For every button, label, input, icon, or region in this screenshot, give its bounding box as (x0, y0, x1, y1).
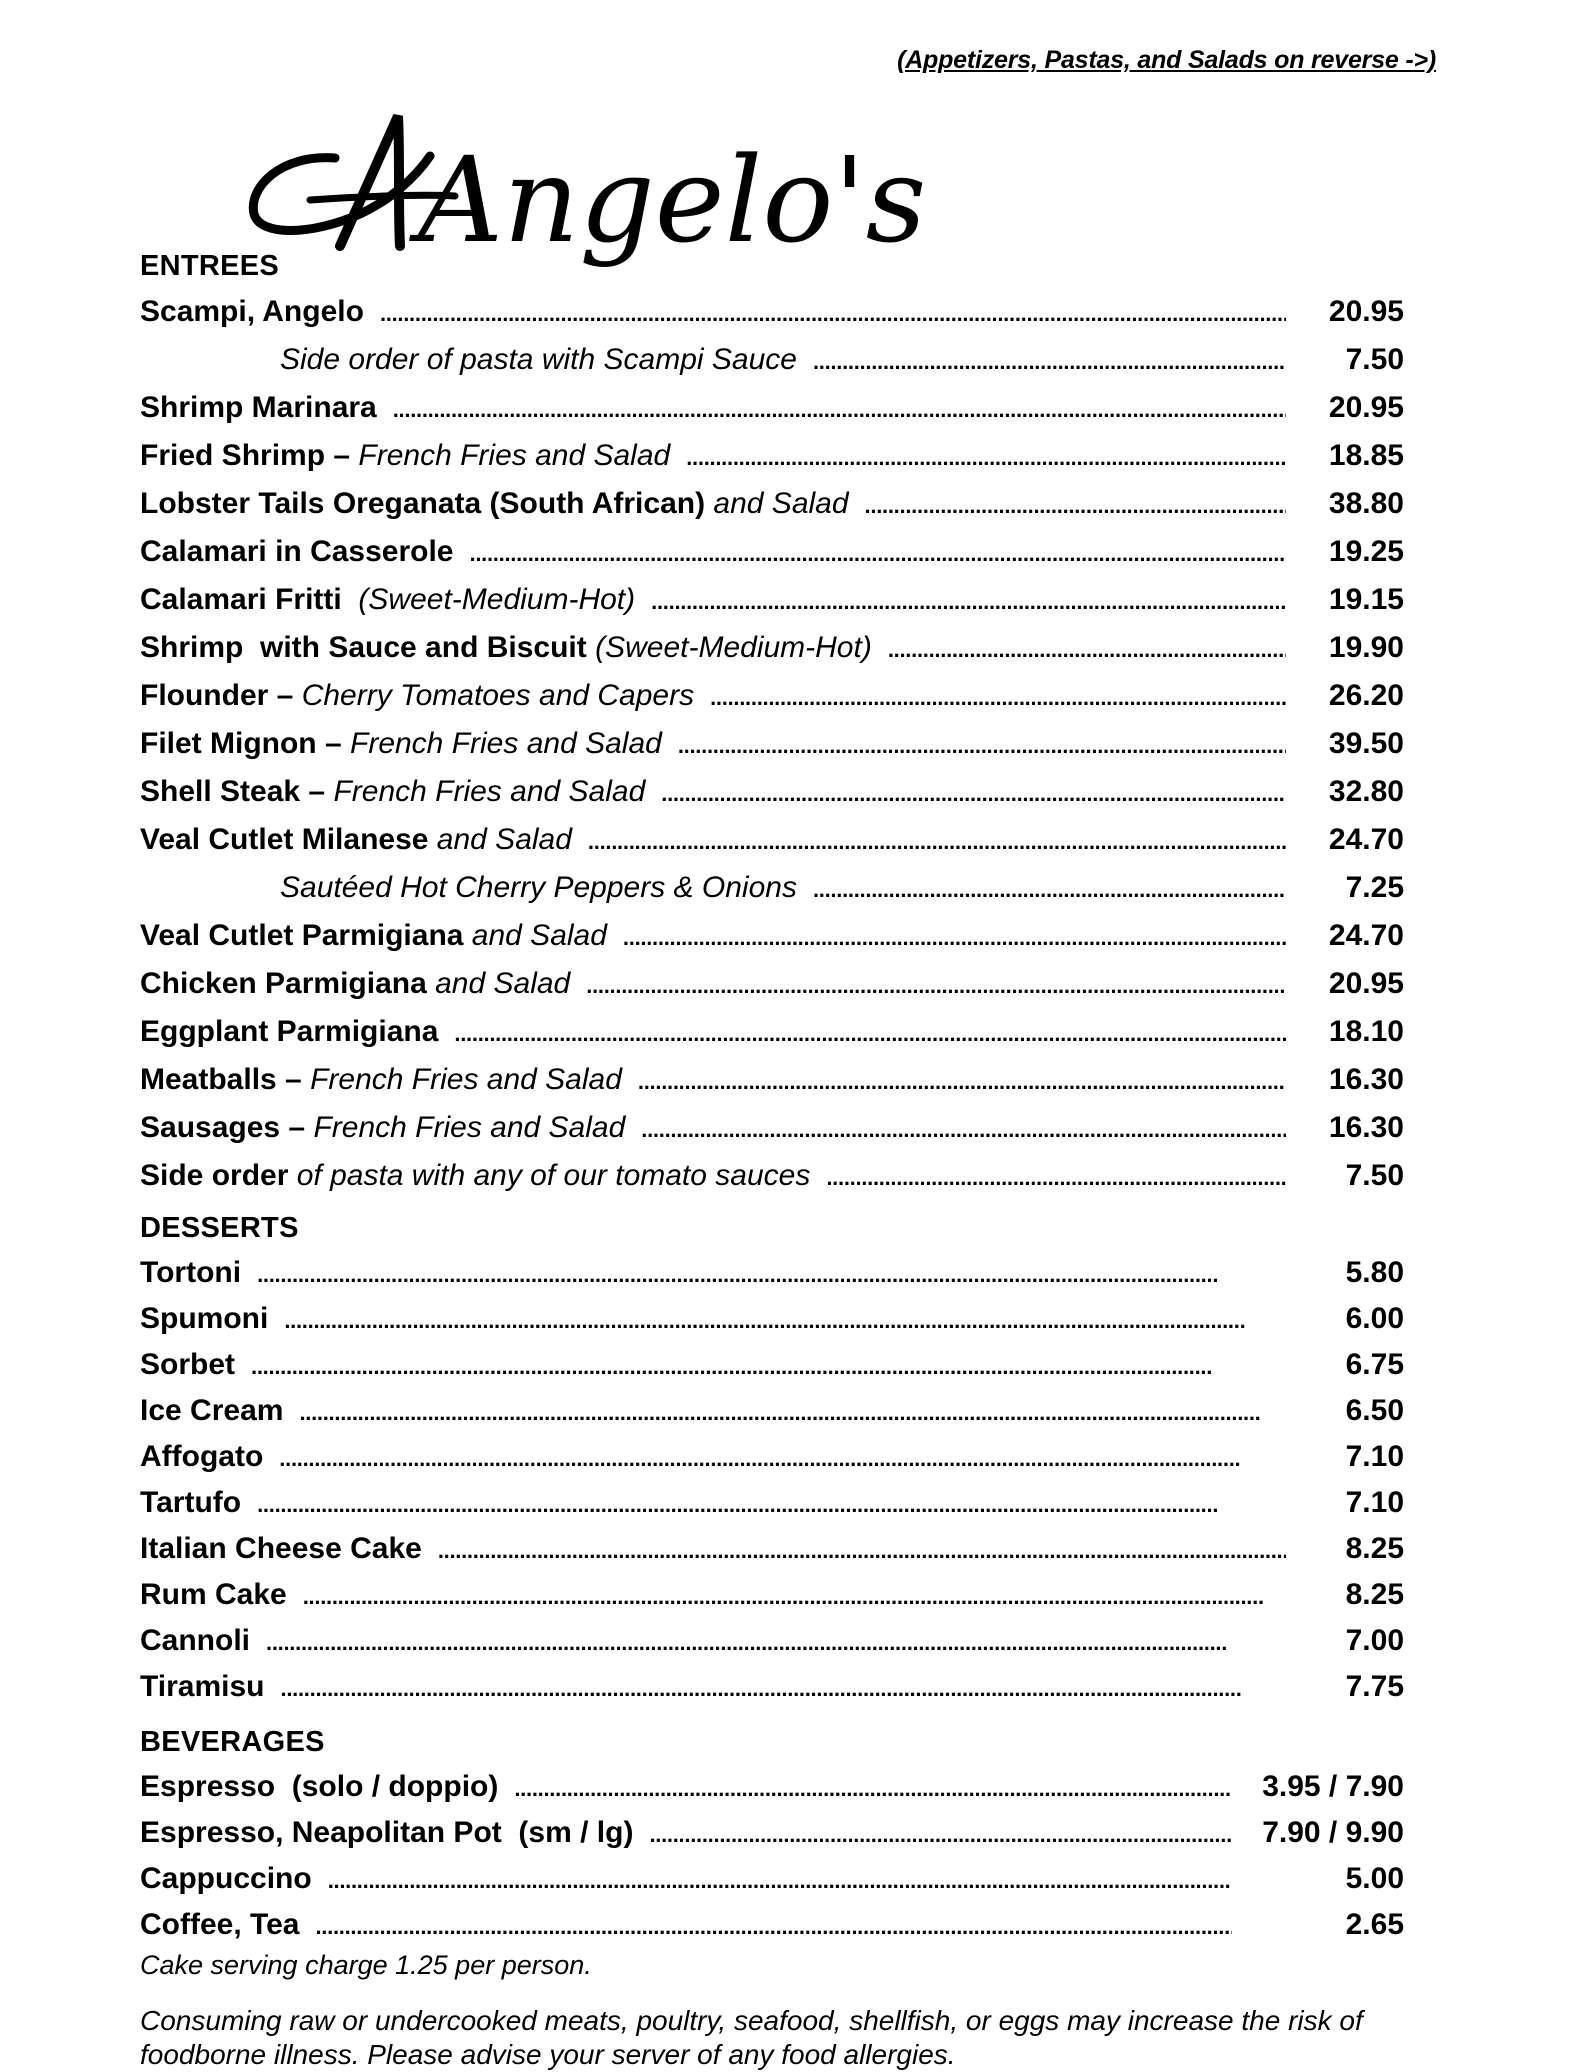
entree-item-description: French Fries and Salad (358, 439, 671, 472)
entree-item-description: French Fries and Salad (350, 727, 662, 760)
entree-item-price: 19.15 (1328, 583, 1404, 616)
entree-item-description: Side order of pasta with Scampi Sauce (280, 343, 797, 376)
dessert-item-name: Cannoli (140, 1624, 250, 1657)
entree-item-separator: – (268, 679, 302, 712)
dessert-item-price: 8.25 (1345, 1532, 1404, 1565)
entree-item (140, 1008, 1404, 1056)
entree-item-price: 20.95 (1328, 391, 1404, 424)
dessert-item-name: Ice Cream (140, 1394, 284, 1427)
dot-leader (813, 866, 1286, 914)
entree-item (140, 1152, 1404, 1200)
entree-item-price: 7.50 (1345, 343, 1404, 376)
entree-item-price: 16.30 (1328, 1111, 1404, 1144)
reverse-side-note: (Appetizers, Pastas, and Salads on reverse ->) (897, 46, 1436, 74)
entree-item-price: 32.80 (1328, 775, 1404, 808)
dessert-item-price: 8.25 (1345, 1578, 1404, 1611)
beverage-item-label (140, 1764, 498, 1810)
beverage-item (140, 1764, 1404, 1810)
entree-item-price: 20.95 (1328, 295, 1404, 328)
beverages-list (140, 1764, 1404, 1948)
dot-leader (281, 1666, 1287, 1712)
entrees-title: ENTREES (140, 250, 280, 282)
dot-leader (266, 1620, 1286, 1666)
entree-item-separator (587, 624, 595, 672)
entree-item-price: 7.25 (1345, 871, 1404, 904)
beverage-item-name: Espresso, Neapolitan Pot (sm / lg) (140, 1816, 634, 1849)
entree-item (140, 528, 1404, 576)
beverage-item-name: Coffee, Tea (140, 1908, 300, 1941)
entree-item-label (140, 816, 572, 864)
dessert-item-label (140, 1434, 263, 1480)
dot-leader (649, 1812, 1232, 1858)
entree-item (140, 912, 1404, 960)
entree-item-separator: – (300, 775, 334, 808)
dot-leader (328, 1858, 1232, 1904)
entree-item-separator (288, 1152, 296, 1200)
logo-wordmark: Angelo's (418, 131, 927, 269)
beverage-item-price: 2.65 (1345, 1908, 1404, 1941)
dessert-item-name: Sorbet (140, 1348, 236, 1381)
dot-leader (813, 338, 1286, 386)
dessert-item-label (140, 1572, 287, 1618)
desserts-title: DESSERTS (140, 1212, 299, 1244)
entree-item (140, 336, 1404, 384)
entrees-list (140, 288, 1404, 1200)
entree-item-label (140, 1008, 438, 1056)
dot-leader (393, 386, 1286, 434)
dot-leader (865, 482, 1286, 530)
dot-leader (661, 770, 1286, 818)
dessert-item-name: Affogato (140, 1440, 264, 1473)
entree-item-label (140, 624, 872, 672)
dessert-item-name: Tortoni (140, 1256, 242, 1289)
entree-item-label (140, 864, 797, 912)
dot-leader (623, 914, 1286, 962)
entree-item-name: Scampi, Angelo (140, 295, 364, 328)
beverage-item (140, 1810, 1404, 1856)
entree-item-price: 26.20 (1328, 679, 1404, 712)
entree-item-description: French Fries and Salad (310, 1063, 622, 1096)
entree-item-label (140, 672, 694, 720)
dessert-item-price: 6.00 (1345, 1302, 1404, 1335)
entree-item (140, 672, 1404, 720)
entree-item-separator (342, 576, 359, 624)
dot-leader (438, 1528, 1286, 1574)
dessert-item-price: 7.10 (1345, 1486, 1404, 1519)
food-safety-disclaimer: Consuming raw or undercooked meats, poultry, seafood, shellfish, or eggs may increase the risk of foodborne illness. Please advise your server of any food allergies. (140, 2005, 1363, 2070)
dot-leader (678, 722, 1286, 770)
entree-item (140, 480, 1404, 528)
dot-leader (586, 962, 1286, 1010)
dessert-item-price: 7.10 (1345, 1440, 1404, 1473)
dot-leader (315, 1904, 1232, 1950)
entree-item (140, 816, 1404, 864)
entree-item-description: French Fries and Salad (313, 1111, 626, 1144)
entree-item-description: and Salad (471, 919, 607, 952)
entree-item (140, 384, 1404, 432)
entree-item-label (140, 720, 662, 768)
entree-item (140, 960, 1404, 1008)
entree-item-label (140, 288, 364, 336)
dot-leader (454, 1010, 1286, 1058)
entree-item-separator: – (316, 727, 350, 760)
entree-item-label (140, 432, 670, 480)
entree-item-name: Calamari in Casserole (140, 535, 454, 568)
entree-item-price: 7.50 (1345, 1159, 1404, 1192)
entree-item-name: Veal Cutlet Milanese (140, 823, 429, 856)
entree-item-price: 24.70 (1328, 919, 1404, 952)
entree-item-price: 20.95 (1328, 967, 1404, 1000)
entree-item-description: (Sweet-Medium-Hot) (358, 583, 636, 616)
dessert-item-price: 5.80 (1345, 1256, 1404, 1289)
entree-item-name: Veal Cutlet Parmigiana (140, 919, 464, 952)
entree-item-name: Chicken Parmigiana (140, 967, 427, 1000)
dot-leader (279, 1436, 1286, 1482)
entree-item-name: Flounder (140, 679, 269, 712)
dot-leader (380, 290, 1286, 338)
dessert-item-price: 7.00 (1345, 1624, 1404, 1657)
dot-leader (284, 1298, 1286, 1344)
entree-item-separator: – (276, 1063, 311, 1096)
dessert-item-name: Italian Cheese Cake (140, 1532, 422, 1565)
entree-item-price: 39.50 (1328, 727, 1404, 760)
beverages-title: BEVERAGES (140, 1726, 325, 1758)
entree-item-price: 24.70 (1328, 823, 1404, 856)
entree-item-label (140, 1152, 810, 1200)
entree-item-description: Cherry Tomatoes and Capers (301, 679, 695, 712)
entree-item-description: and Salad (436, 823, 572, 856)
dot-leader (257, 1252, 1286, 1298)
dot-leader (651, 578, 1286, 626)
dessert-item-name: Rum Cake (140, 1578, 287, 1611)
entree-item-description: (Sweet-Medium-Hot) (595, 631, 872, 664)
dot-leader (686, 434, 1286, 482)
entree-item (140, 1056, 1404, 1104)
dot-leader (470, 530, 1287, 578)
dessert-item-name: Spumoni (140, 1302, 269, 1335)
beverage-item-label (140, 1810, 633, 1856)
beverage-item (140, 1856, 1404, 1902)
dessert-item-price: 6.50 (1345, 1394, 1404, 1427)
entree-item-separator (427, 960, 435, 1008)
entree-item-separator (705, 480, 713, 528)
beverage-item-label (140, 1856, 312, 1902)
dessert-item (140, 1434, 1404, 1480)
entree-item-description: of pasta with any of our tomato sauces (296, 1159, 811, 1192)
entree-item-name: Shrimp with Sauce and Biscuit (140, 631, 587, 664)
entree-item (140, 576, 1404, 624)
dessert-item (140, 1618, 1404, 1664)
entree-item-separator: – (325, 439, 359, 472)
dessert-item (140, 1526, 1404, 1572)
entree-item (140, 768, 1404, 816)
dessert-item-name: Tiramisu (140, 1670, 265, 1703)
entree-item-description: Sautéed Hot Cherry Peppers & Onions (280, 871, 797, 904)
entree-item-price: 19.90 (1328, 631, 1404, 664)
dessert-item-label (140, 1296, 268, 1342)
dessert-item-label (140, 1526, 422, 1572)
entree-item-separator (428, 816, 436, 864)
entree-item-label (140, 384, 377, 432)
beverage-item-price: 5.00 (1345, 1862, 1404, 1895)
beverage-item-price: 3.95 / 7.90 (1262, 1770, 1404, 1803)
entree-item-label (140, 1104, 625, 1152)
entree-item-separator (463, 912, 471, 960)
dot-leader (638, 1058, 1286, 1106)
dessert-item-name: Tartufo (140, 1486, 242, 1519)
entree-item-label (140, 768, 645, 816)
entree-item-label (140, 960, 570, 1008)
entree-item-name: Lobster Tails Oreganata (South African) (140, 487, 706, 520)
entree-item-price: 18.10 (1328, 1015, 1404, 1048)
entree-item-separator: – (280, 1111, 314, 1144)
dot-leader (514, 1766, 1232, 1812)
entree-item-label (140, 1056, 622, 1104)
dot-leader (257, 1482, 1286, 1528)
entree-item-price: 18.85 (1328, 439, 1404, 472)
dessert-item (140, 1342, 1404, 1388)
entree-item-label (140, 576, 635, 624)
entree-item-label (140, 336, 797, 384)
dessert-item (140, 1572, 1404, 1618)
entree-item (140, 720, 1404, 768)
entree-item (140, 288, 1404, 336)
entree-item-name: Filet Mignon (140, 727, 317, 760)
entree-item-name: Eggplant Parmigiana (140, 1015, 439, 1048)
entree-item-name: Meatballs (140, 1063, 277, 1096)
beverage-item-price: 7.90 / 9.90 (1262, 1816, 1404, 1849)
dot-leader (826, 1154, 1286, 1202)
beverage-item-name: Cappuccino (140, 1862, 312, 1895)
entree-item (140, 1104, 1404, 1152)
beverage-item-label (140, 1902, 299, 1948)
entree-item-label (140, 912, 607, 960)
entree-item-name: Calamari Fritti (140, 583, 342, 616)
entree-item-name: Sausages (140, 1111, 281, 1144)
dessert-item (140, 1480, 1404, 1526)
entree-item (140, 432, 1404, 480)
dessert-item (140, 1296, 1404, 1342)
dessert-item-price: 6.75 (1345, 1348, 1404, 1381)
entree-item-name: Fried Shrimp (140, 439, 326, 472)
dessert-item-label (140, 1480, 241, 1526)
dot-leader (710, 674, 1286, 722)
dessert-item-label (140, 1664, 265, 1710)
dessert-item-label (140, 1250, 241, 1296)
dot-leader (888, 626, 1286, 674)
beverage-item-name: Espresso (solo / doppio) (140, 1770, 499, 1803)
dot-leader (299, 1390, 1286, 1436)
entree-item (140, 624, 1404, 672)
dessert-item-label (140, 1342, 235, 1388)
entree-item-price: 38.80 (1328, 487, 1404, 520)
dessert-item (140, 1388, 1404, 1434)
entree-item-label (140, 480, 849, 528)
entree-item-description: French Fries and Salad (333, 775, 646, 808)
dot-leader (251, 1344, 1286, 1390)
entree-item-name: Side order (140, 1159, 289, 1192)
entree-item-description: and Salad (435, 967, 571, 1000)
entree-item-description: and Salad (713, 487, 849, 520)
entree-item-name: Shell Steak (140, 775, 301, 808)
dot-leader (641, 1106, 1286, 1154)
dessert-item-label (140, 1388, 283, 1434)
dot-leader (588, 818, 1286, 866)
dot-leader (303, 1574, 1286, 1620)
entree-item-price: 19.25 (1328, 535, 1404, 568)
desserts-list (140, 1250, 1404, 1710)
cake-serving-note: Cake serving charge 1.25 per person. (140, 1950, 592, 1980)
dessert-item-label (140, 1618, 250, 1664)
dessert-item-price: 7.75 (1345, 1670, 1404, 1703)
entree-item-label (140, 528, 454, 576)
beverage-item (140, 1902, 1404, 1948)
menu-body (140, 244, 1404, 2072)
dessert-item (140, 1664, 1404, 1710)
entree-item-price: 16.30 (1328, 1063, 1404, 1096)
entree-item (140, 864, 1404, 912)
entree-item-name: Shrimp Marinara (140, 391, 377, 424)
dessert-item (140, 1250, 1404, 1296)
